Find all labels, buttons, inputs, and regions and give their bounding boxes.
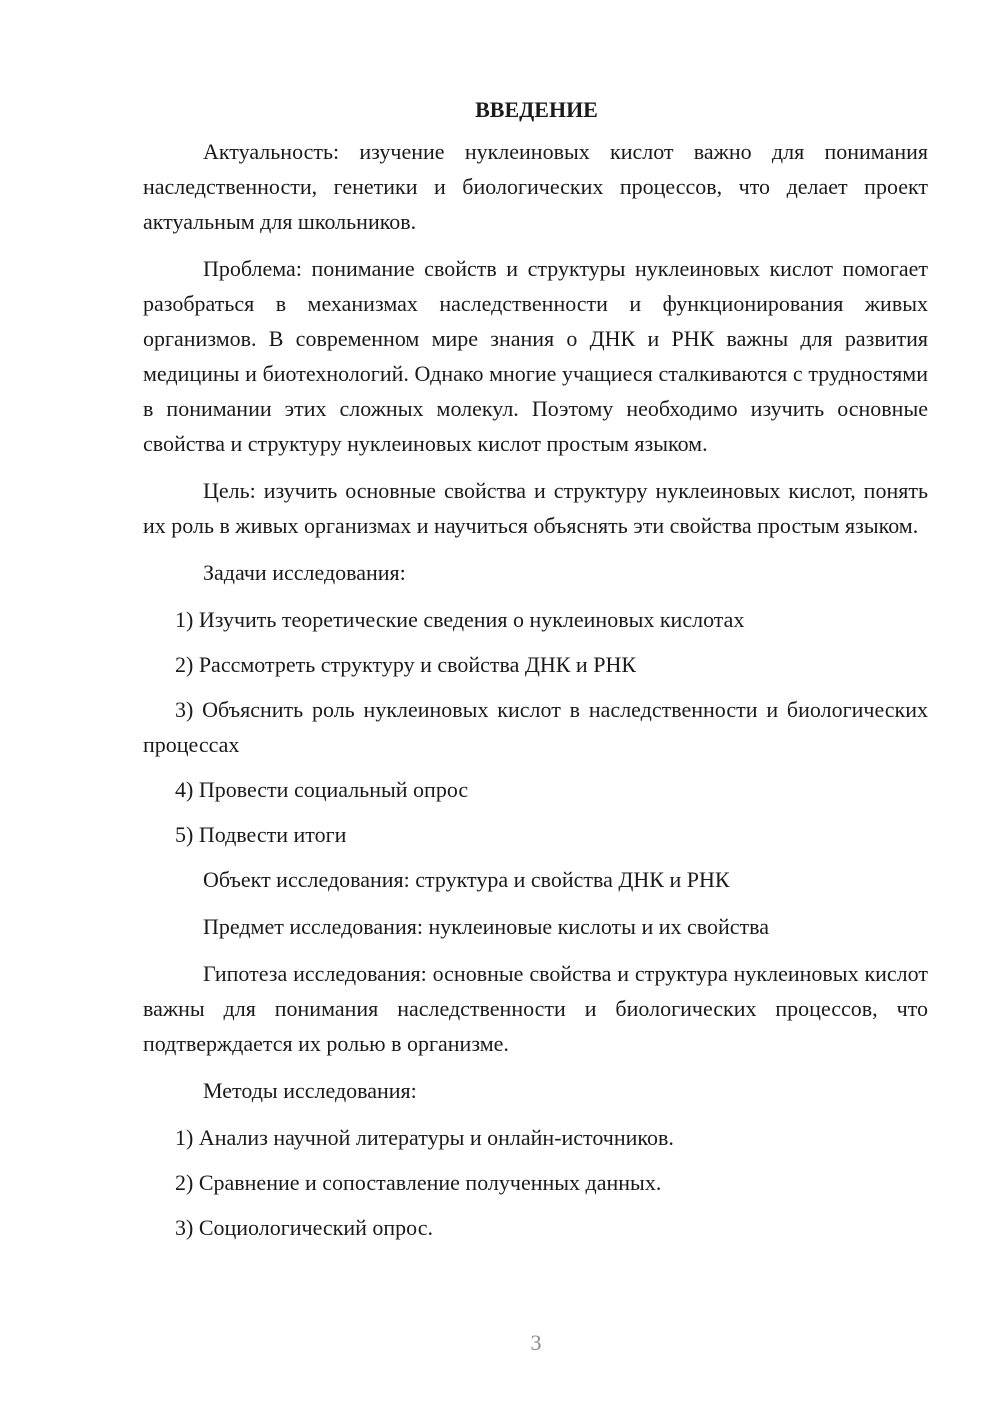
object-paragraph: Объект исследования: структура и свойства ДНК и РНК [203,867,730,892]
relevance-paragraph: Актуальность: изучение нуклеиновых кислот важно для понимания наследственности, генетики и биологических процессов, что делает проект актуальным для школьников. [143,139,928,234]
task-item-4: 4) Провести социальный опрос [175,777,469,802]
goal-paragraph: Цель: изучить основные свойства и структуру нуклеиновых кислот, понять их роль в живых организмах и научиться объяснять эти свойства простым языком. [143,478,928,538]
subject-paragraph: Предмет исследования: нуклеиновые кислоты и их свойства [203,914,770,939]
method-item-2: 2) Сравнение и сопоставление полученных данных. [175,1170,662,1195]
task-item-2: 2) Рассмотреть структуру и свойства ДНК и РНК [175,652,637,677]
page-title: ВВЕДЕНИЕ [475,97,598,122]
methods-heading: Методы исследования: [203,1078,417,1103]
task-item-1: 1) Изучить теоретические сведения о нуклеиновых кислотах [175,607,745,632]
method-item-3: 3) Социологический опрос. [175,1215,433,1240]
method-item-1: 1) Анализ научной литературы и онлайн-источников. [175,1125,674,1150]
page-number: 3 [530,1330,542,1355]
problem-paragraph: Проблема: понимание свойств и структуры нуклеиновых кислот помогает разобраться в механизмах наследственности и функционирования живых организмов. В современном мире знания о ДНК и РНК важны для развития медицины и биотехнологий. Однако многие учащиеся сталкиваются с трудностями в понимании этих сложных молекул. Поэтому необходимо изучить основные свойства и структуру нуклеиновых кислот простым языком. [143,256,928,456]
hypothesis-paragraph: Гипотеза исследования: основные свойства и структура нуклеиновых кислот важны для понимания наследственности и биологических процессов, что подтверждается их ролью в организме. [143,961,928,1056]
tasks-heading: Задачи исследования: [203,560,406,585]
task-item-5: 5) Подвести итоги [175,822,347,847]
task-item-3: 3) Объяснить роль нуклеиновых кислот в наследственности и биологических процессах [143,697,928,757]
document-page [143,92,928,1255]
